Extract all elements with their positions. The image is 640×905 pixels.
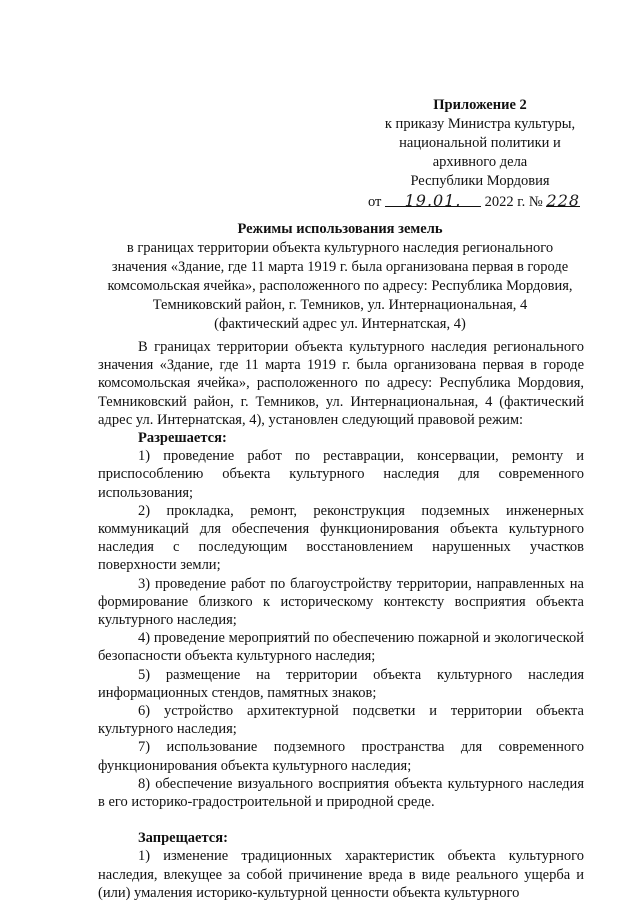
allowed-item: 8) обеспечение визуального восприятия объекта культурного наследия в его историко-градостроительной и природной среде. <box>98 775 584 811</box>
order-number-blank <box>546 191 581 210</box>
heading-line: в границах территории объекта культурного наследия регионального <box>126 240 554 256</box>
document-body <box>98 338 584 902</box>
allowed-item: 3) проведение работ по благоустройству территории, направленных на формирование близкого к историческому контексту восприятия объекта культурного наследия; <box>98 575 584 629</box>
heading-line: (фактический адрес ул. Интернатская, 4) <box>214 316 466 332</box>
allowed-item: 5) размещение на территории объекта культурного наследия информационных стендов, памятных знаков; <box>98 666 584 701</box>
appendix-line: архивного дела <box>432 154 528 170</box>
intro-paragraph: В границах территории объекта культурного наследия регионального значения «Здание, где 11 марта 1919 г. была организована первая в городе комсомольская ячейка», расположенного по адресу: Республика Мордовия, Темниковский район, г. Темников, ул. Интернациональная, 4 (фактический адрес ул. Интернатская, 4), установлен следующий правовой режим: <box>98 339 584 428</box>
heading-line: значения «Здание, где 11 марта 1919 г. была организована первая в городе <box>111 259 569 275</box>
allowed-item: 7) использование подземного пространства для современного функционирования объекта культурного наследия; <box>98 739 584 774</box>
order-line <box>368 191 600 212</box>
allowed-item: 1) проведение работ по реставрации, консервации, ремонту и приспособлению объекта культурного наследия для современного использования; <box>98 448 584 501</box>
section-spacer <box>98 811 584 829</box>
allowed-item: 2) прокладка, ремонт, реконструкция подземных инженерных коммуникаций для обеспечения функционирования объекта культурного наследия с последующим восстановлением нарушенных участков поверхности земли; <box>98 502 584 574</box>
appendix-block <box>360 96 600 212</box>
appendix-line: Республики Мордовия <box>410 173 550 189</box>
appendix-line: национальной политики и <box>399 135 561 151</box>
prohibited-item: 1) изменение традиционных характеристик объекта культурного наследия, влекущее за собой причинение вреда в виде реального ущерба и (или) умаления историко-культурной ценности объекта культурного <box>98 848 584 901</box>
prohibited-label: Запрещается: <box>138 830 228 847</box>
allowed-item: 6) устройство архитектурной подсветки и территории объекта культурного наследия; <box>98 703 584 738</box>
allowed-label: Разрешается: <box>138 430 227 447</box>
appendix-line: к приказу Министра культуры, <box>384 116 576 132</box>
appendix-title: Приложение 2 <box>433 97 527 113</box>
allowed-item: 4) проведение мероприятий по обеспечению пожарной и экологической безопасности объекта культурного наследия; <box>98 630 584 665</box>
heading-line: комсомольская ячейка», расположенного по адресу: Республика Мордовия, <box>107 278 573 294</box>
order-date-blank <box>385 191 481 210</box>
heading-line: Темниковский район, г. Темников, ул. Интернациональная, 4 <box>152 297 528 313</box>
order-prefix: от <box>368 194 382 210</box>
order-year: 2022 г. № <box>484 194 543 210</box>
handwritten-number: 228 <box>546 191 581 210</box>
heading-title: Режимы использования земель <box>237 221 443 237</box>
handwritten-date: 19.01. <box>404 191 462 210</box>
document-heading <box>80 220 600 334</box>
